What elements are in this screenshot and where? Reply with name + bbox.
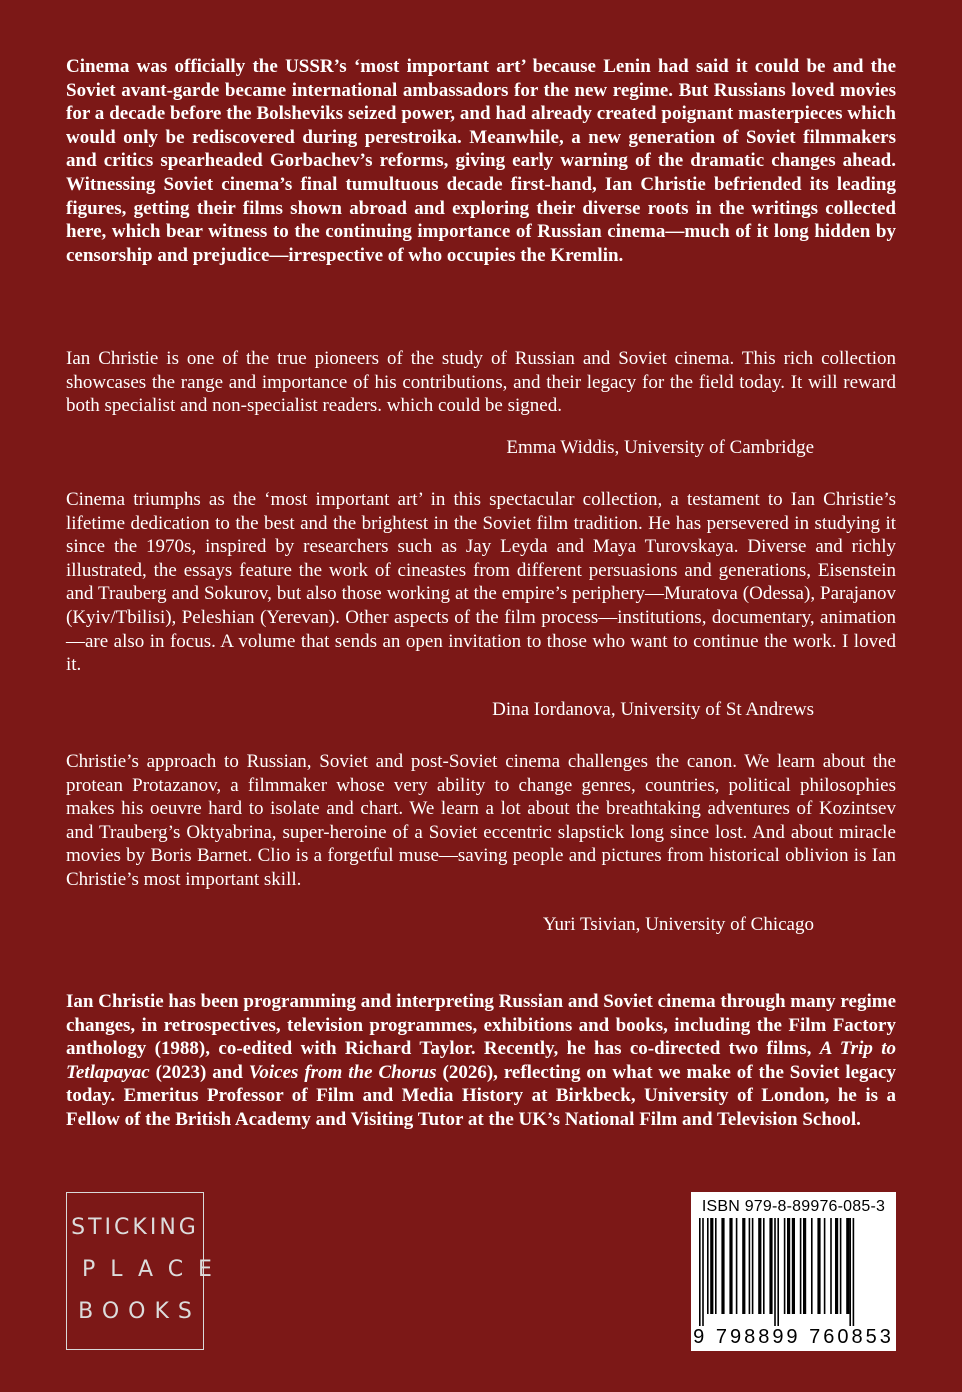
review-attribution-2: Dina Iordanova, University of St Andrews	[492, 699, 814, 720]
review-attribution-3: Yuri Tsivian, University of Chicago	[542, 914, 814, 935]
logo-line-sticking: STICKING	[71, 1215, 199, 1240]
review-text-2: Cinema triumphs as the ‘most important art’ in this spectacular collection, a testament to Ian Christie’s lifetime dedication to the best and the brightest in the Soviet film tradition. He has persevered in studying it since the 1970s, inspired by researchers such as Jay Leyda and Maya Turovskaya. Diverse and richly illustrated, the essays feature the work of cineastes from different persuasions and generations, Eisenstein and Trauberg and Sokurov, but also those working at the empire’s periphery—Muratova (Odessa), Parajanov (Kyiv/Tbilisi), Peleshian (Yerevan). Other aspects of the film process—institutions, documentary, animation—are also in focus. A volume that sends an open invitation to those who want to continue the work. I loved it.	[66, 489, 896, 676]
isbn-barcode	[691, 1192, 896, 1351]
bio-part-1: Ian Christie has been programming and interpreting Russian and Soviet cinema through many regime changes, in retrospectives, television programmes, exhibitions and books, including the Film Factory anthology (1988), co-edited with Richard Taylor. Recently, he has co-directed two films,	[66, 991, 896, 1060]
bio-part-2: (2023) and	[149, 1061, 249, 1083]
film-title-2: Voices from the Chorus	[248, 1061, 437, 1083]
barcode-bars	[697, 1218, 890, 1326]
isbn-label: ISBN 979-8-89976-085-3	[701, 1198, 886, 1215]
logo-line-place: PLACE	[82, 1257, 227, 1282]
book-blurb: Cinema was officially the USSR’s ‘most important art’ because Lenin had said it could be and the Soviet avant-garde became international ambassadors for the new regime. But Russians loved movies for a decade before the Bolsheviks seized power, and had already created poignant masterpieces which would only be rediscovered during perestroika. Meanwhile, a new generation of Soviet filmmakers and critics spearheaded Gorbachev’s reforms, giving early warning of the dramatic changes ahead. Witnessing Soviet cinema’s final tumultuous decade first-hand, Ian Christie befriended its leading figures, getting their films shown abroad and exploring their diverse roots in the writings collected here, which bear witness to the continuing importance of Russian cinema—much of it long hidden by censorship and prejudice—irrespective of who occupies the Kremlin.	[66, 56, 896, 266]
barcode-digits: 9 798899 760853	[691, 1326, 896, 1349]
bio-part-3: (2026), reflecting on what we make of the Soviet legacy today. Emeritus Professor of Film and Media History at Birkbeck, University of London, he is a Fellow of the British Academy and Visiting Tutor at the UK’s National Film and Television School.	[66, 1061, 896, 1130]
review-attribution-1: Emma Widdis, University of Cambridge	[506, 437, 814, 458]
author-bio	[66, 990, 896, 1132]
film-title-1: A Trip to Tetlapayac	[66, 1038, 896, 1083]
review-text-3: Christie’s approach to Russian, Soviet and post-Soviet cinema challenges the canon. We learn about the protean Protazanov, a filmmaker whose very ability to change genres, countries, political philosophies makes his oeuvre hard to isolate and chart. We learn a lot about the breathtaking adventures of Kozintsev and Trauberg’s Oktyabrina, super-heroine of a Soviet eccentric slapstick long since lost. And about miracle movies by Boris Barnet. Clio is a forgetful muse—saving people and pictures from historical oblivion is Ian Christie’s most important skill.	[66, 751, 896, 890]
logo-line-books: BOOKS	[78, 1299, 201, 1324]
review-text-1: Ian Christie is one of the true pioneers of the study of Russian and Soviet cinema. This rich collection showcases the range and importance of his contributions, and their legacy for the field today. It will reward both specialist and non-specialist readers. which could be signed.	[66, 348, 896, 417]
publisher-logo	[66, 1192, 227, 1350]
